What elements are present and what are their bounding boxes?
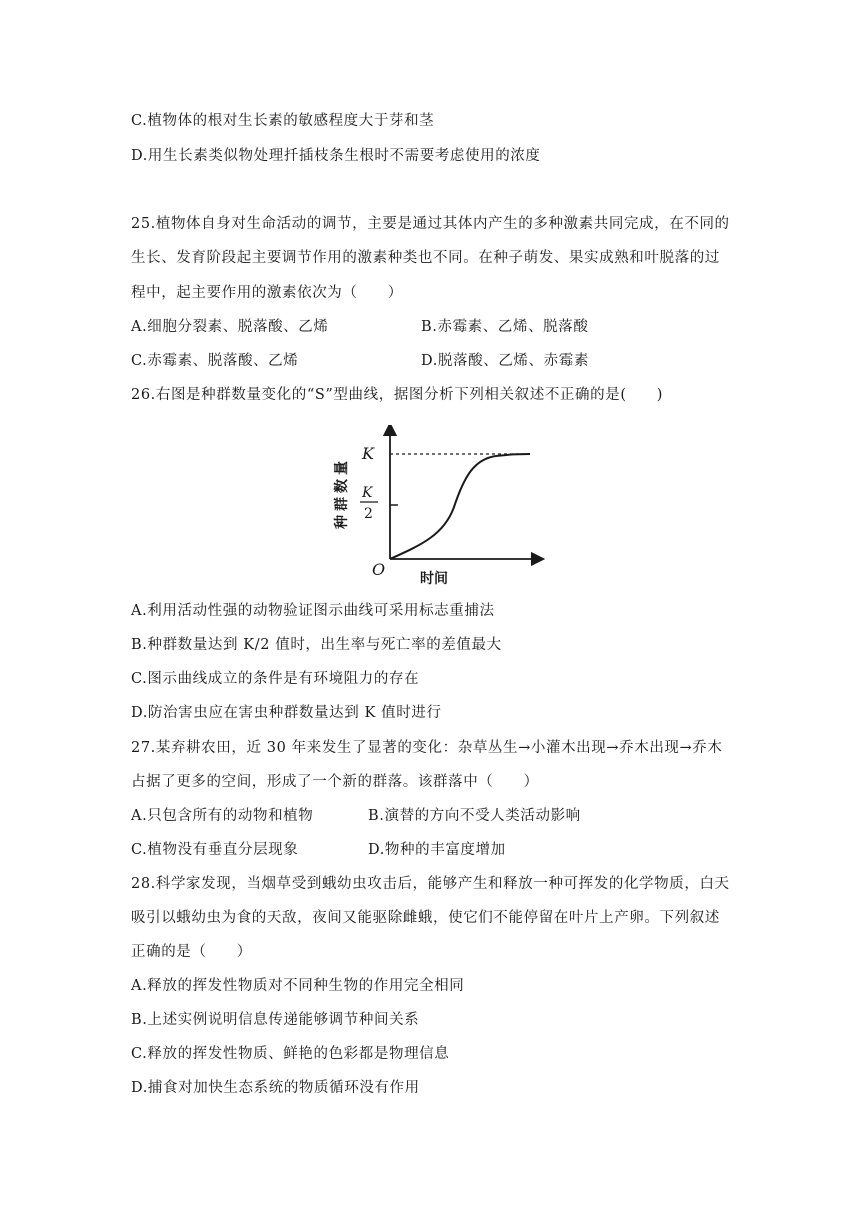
q27-option-c: C.植物没有垂直分层现象 [131, 842, 299, 858]
s-curve [390, 454, 530, 559]
s-curve-figure [326, 425, 546, 595]
origin-label: O [372, 560, 386, 579]
q27-option-a: A.只包含所有的动物和植物 [131, 808, 314, 824]
q28-stem-line-2: 吸引以蛾幼虫为食的天敌，夜间又能驱除雌蛾，使它们不能停留在叶片上产卵。下列叙述 [131, 910, 720, 926]
q26-stem: 26.右图是种群数量变化的“S”型曲线，据图分析下列相关叙述不正确的是( ) [131, 387, 664, 403]
q28-stem-line-1: 28.科学家发现，当烟草受到蛾幼虫攻击后，能够产生和释放一种可挥发的化学物质，白天 [131, 876, 730, 892]
q24-option-c: C.植物体的根对生长素的敏感程度大于芽和茎 [131, 113, 435, 129]
q25-stem-line-1: 25.植物体自身对生命活动的调节，主要是通过其体内产生的多种激素共同完成，在不同的 [131, 216, 730, 232]
y-axis-label: 种群数量 [334, 457, 350, 529]
q28-option-b: B.上述实例说明信息传递能够调节种间关系 [131, 1012, 420, 1028]
q25-stem-line-2: 生长、发育阶段起主要调节作用的激素种类也不同。在种子萌发、果实成熟和叶脱落的过 [131, 250, 720, 266]
q24-option-d: D.用生长素类似物处理扦插枝条生根时不需要考虑使用的浓度 [131, 148, 541, 164]
q26-option-a: A.利用活动性强的动物验证图示曲线可采用标志重捕法 [131, 603, 495, 619]
q27-stem-line-2: 占据了更多的空间，形成了一个新的群落。该群落中（ ） [131, 774, 539, 790]
q25-option-a: A.细胞分裂素、脱落酸、乙烯 [131, 319, 329, 335]
q25-option-c: C.赤霉素、脱落酸、乙烯 [131, 353, 299, 369]
half-k-numerator: K [362, 485, 373, 501]
q25-option-b: B.赤霉素、乙烯、脱落酸 [421, 319, 589, 335]
q27-stem-line-1: 27.某弃耕农田，近 30 年来发生了显著的变化：杂草丛生→小灌木出现→乔木出现→乔木 [131, 740, 723, 756]
q26-option-c: C.图示曲线成立的条件是有环境阻力的存在 [131, 671, 420, 687]
q28-option-a: A.释放的挥发性物质对不同种生物的作用完全相同 [131, 978, 465, 994]
q28-option-d: D.捕食对加快生态系统的物质循环没有作用 [131, 1080, 420, 1096]
q27-option-b: B.演替的方向不受人类活动影响 [368, 808, 581, 824]
q28-option-c: C.释放的挥发性物质、鲜艳的色彩都是物理信息 [131, 1046, 450, 1062]
q26-option-d: D.防治害虫应在害虫种群数量达到 K 值时进行 [131, 705, 442, 721]
x-axis-label: 时间 [420, 571, 448, 587]
q25-stem-line-3: 程中，起主要作用的激素依次为（ ） [131, 285, 403, 301]
q26-option-b: B.种群数量达到 K/2 值时，出生率与死亡率的差值最大 [131, 637, 502, 653]
k-label: K [362, 444, 374, 463]
q25-option-d: D.脱落酸、乙烯、赤霉素 [421, 353, 589, 369]
q28-stem-line-3: 正确的是（ ） [131, 944, 252, 960]
q27-option-d: D.物种的丰富度增加 [368, 842, 506, 858]
half-k-denominator: 2 [364, 506, 373, 522]
